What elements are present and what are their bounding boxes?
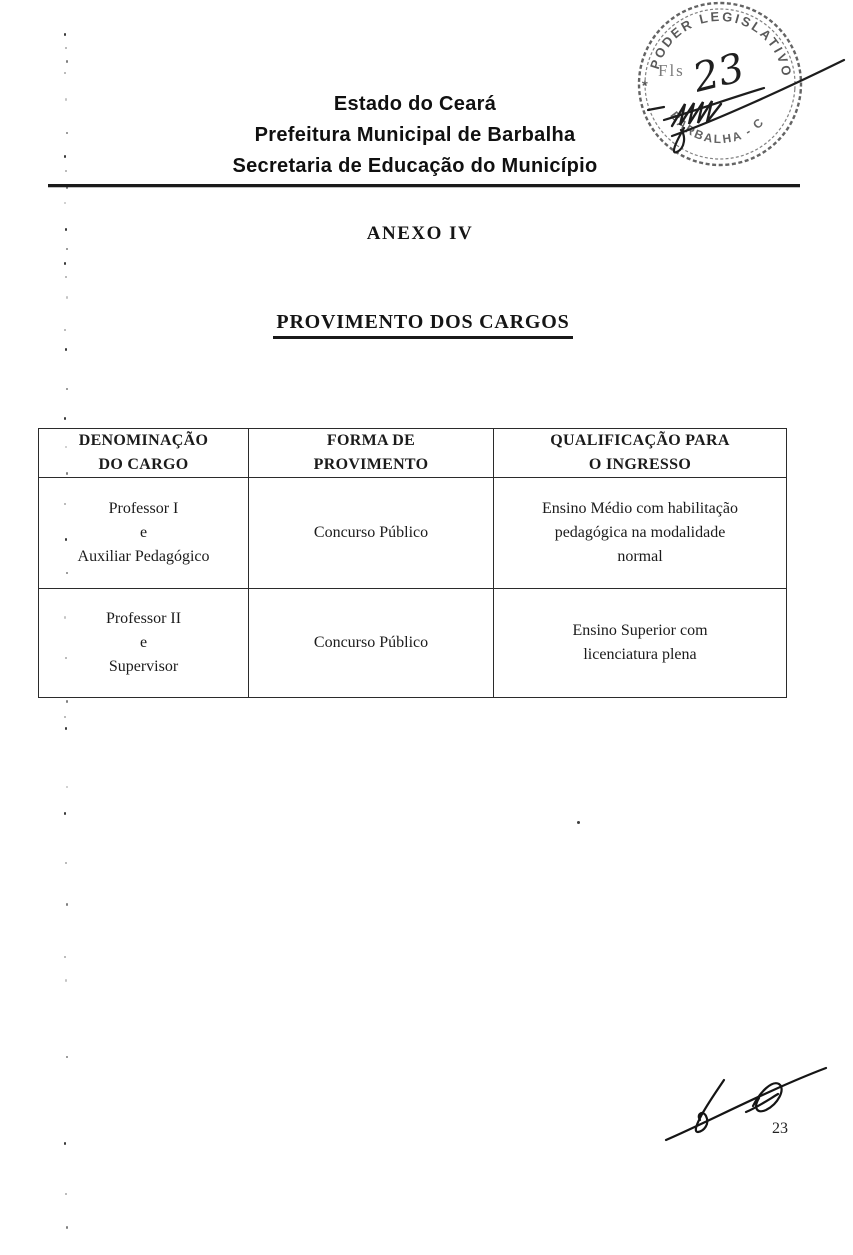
binding-mark-dot [64,956,66,958]
stamp-fls-label: Fls [658,61,685,80]
binding-mark-dot [65,1193,67,1195]
binding-mark-dot [64,812,66,815]
signature [648,1048,848,1153]
cell-forma-row1: Concurso Público [249,478,494,589]
binding-mark-dot [66,60,68,63]
binding-mark-dot [66,388,68,390]
cell-qualificacao-row1: Ensino Médio com habilitação pedagógica na modalidade normal [494,478,787,589]
binding-mark-dot [65,979,67,982]
page-number: 23 [772,1120,788,1137]
official-stamp [612,0,853,188]
scan-speck [577,821,580,824]
binding-mark-dot [64,33,66,36]
binding-mark-dot [64,716,66,718]
binding-mark-dot [65,348,67,351]
binding-mark-dot [65,862,67,864]
col-header-denominacao: DENOMINAÇÃO DO CARGO [39,429,249,478]
subtitle-wrap [0,311,846,339]
binding-mark-dot [64,417,66,420]
cell-forma-row2: Concurso Público [249,589,494,698]
col-header-qualificacao: QUALIFICAÇÃO PARA O INGRESSO [494,429,787,478]
table-row [39,478,787,589]
binding-mark-dot [64,1142,66,1145]
binding-mark-dot [66,1056,68,1058]
annex-title: ANEXO IV [366,223,474,244]
cell-cargo-professor1: Professor I e Auxiliar Pedagógico [39,478,249,589]
binding-mark-dot [66,903,68,906]
binding-mark-dot [66,248,68,250]
binding-mark-dot [65,47,67,49]
table-row [39,589,787,698]
binding-mark-dot [65,727,67,730]
cell-cargo-professor2: Professor II e Supervisor [39,589,249,698]
stamp-star-icon: * [641,77,649,95]
stamp-arc-top-text: PODER LEGISLATIVO [646,8,795,80]
stamp-handwritten-number: 23 [688,44,750,102]
binding-mark-dot [64,262,66,265]
binding-mark-dot [64,202,66,204]
letterhead-line-municipality: Prefeitura Municipal de Barbalha [254,124,576,146]
binding-mark-dot [66,1226,68,1229]
letterhead-line-state: Estado do Ceará [333,93,497,115]
provimento-table [38,428,787,698]
binding-mark-dot [65,276,67,278]
letterhead-line-secretariat: Secretaria de Educação do Município [232,155,598,177]
binding-mark-dot [66,296,68,299]
binding-mark-dot [64,72,66,74]
col-header-forma: FORMA DE PROVIMENTO [249,429,494,478]
binding-mark-dot [66,700,68,703]
cell-qualificacao-row2: Ensino Superior com licenciatura plena [494,589,787,698]
binding-mark-dot [66,786,68,788]
stamp-arc-bottom-text: BARBALHA - C [667,108,768,147]
table-header-row [39,429,787,478]
document-subtitle: PROVIMENTO DOS CARGOS [273,311,572,339]
